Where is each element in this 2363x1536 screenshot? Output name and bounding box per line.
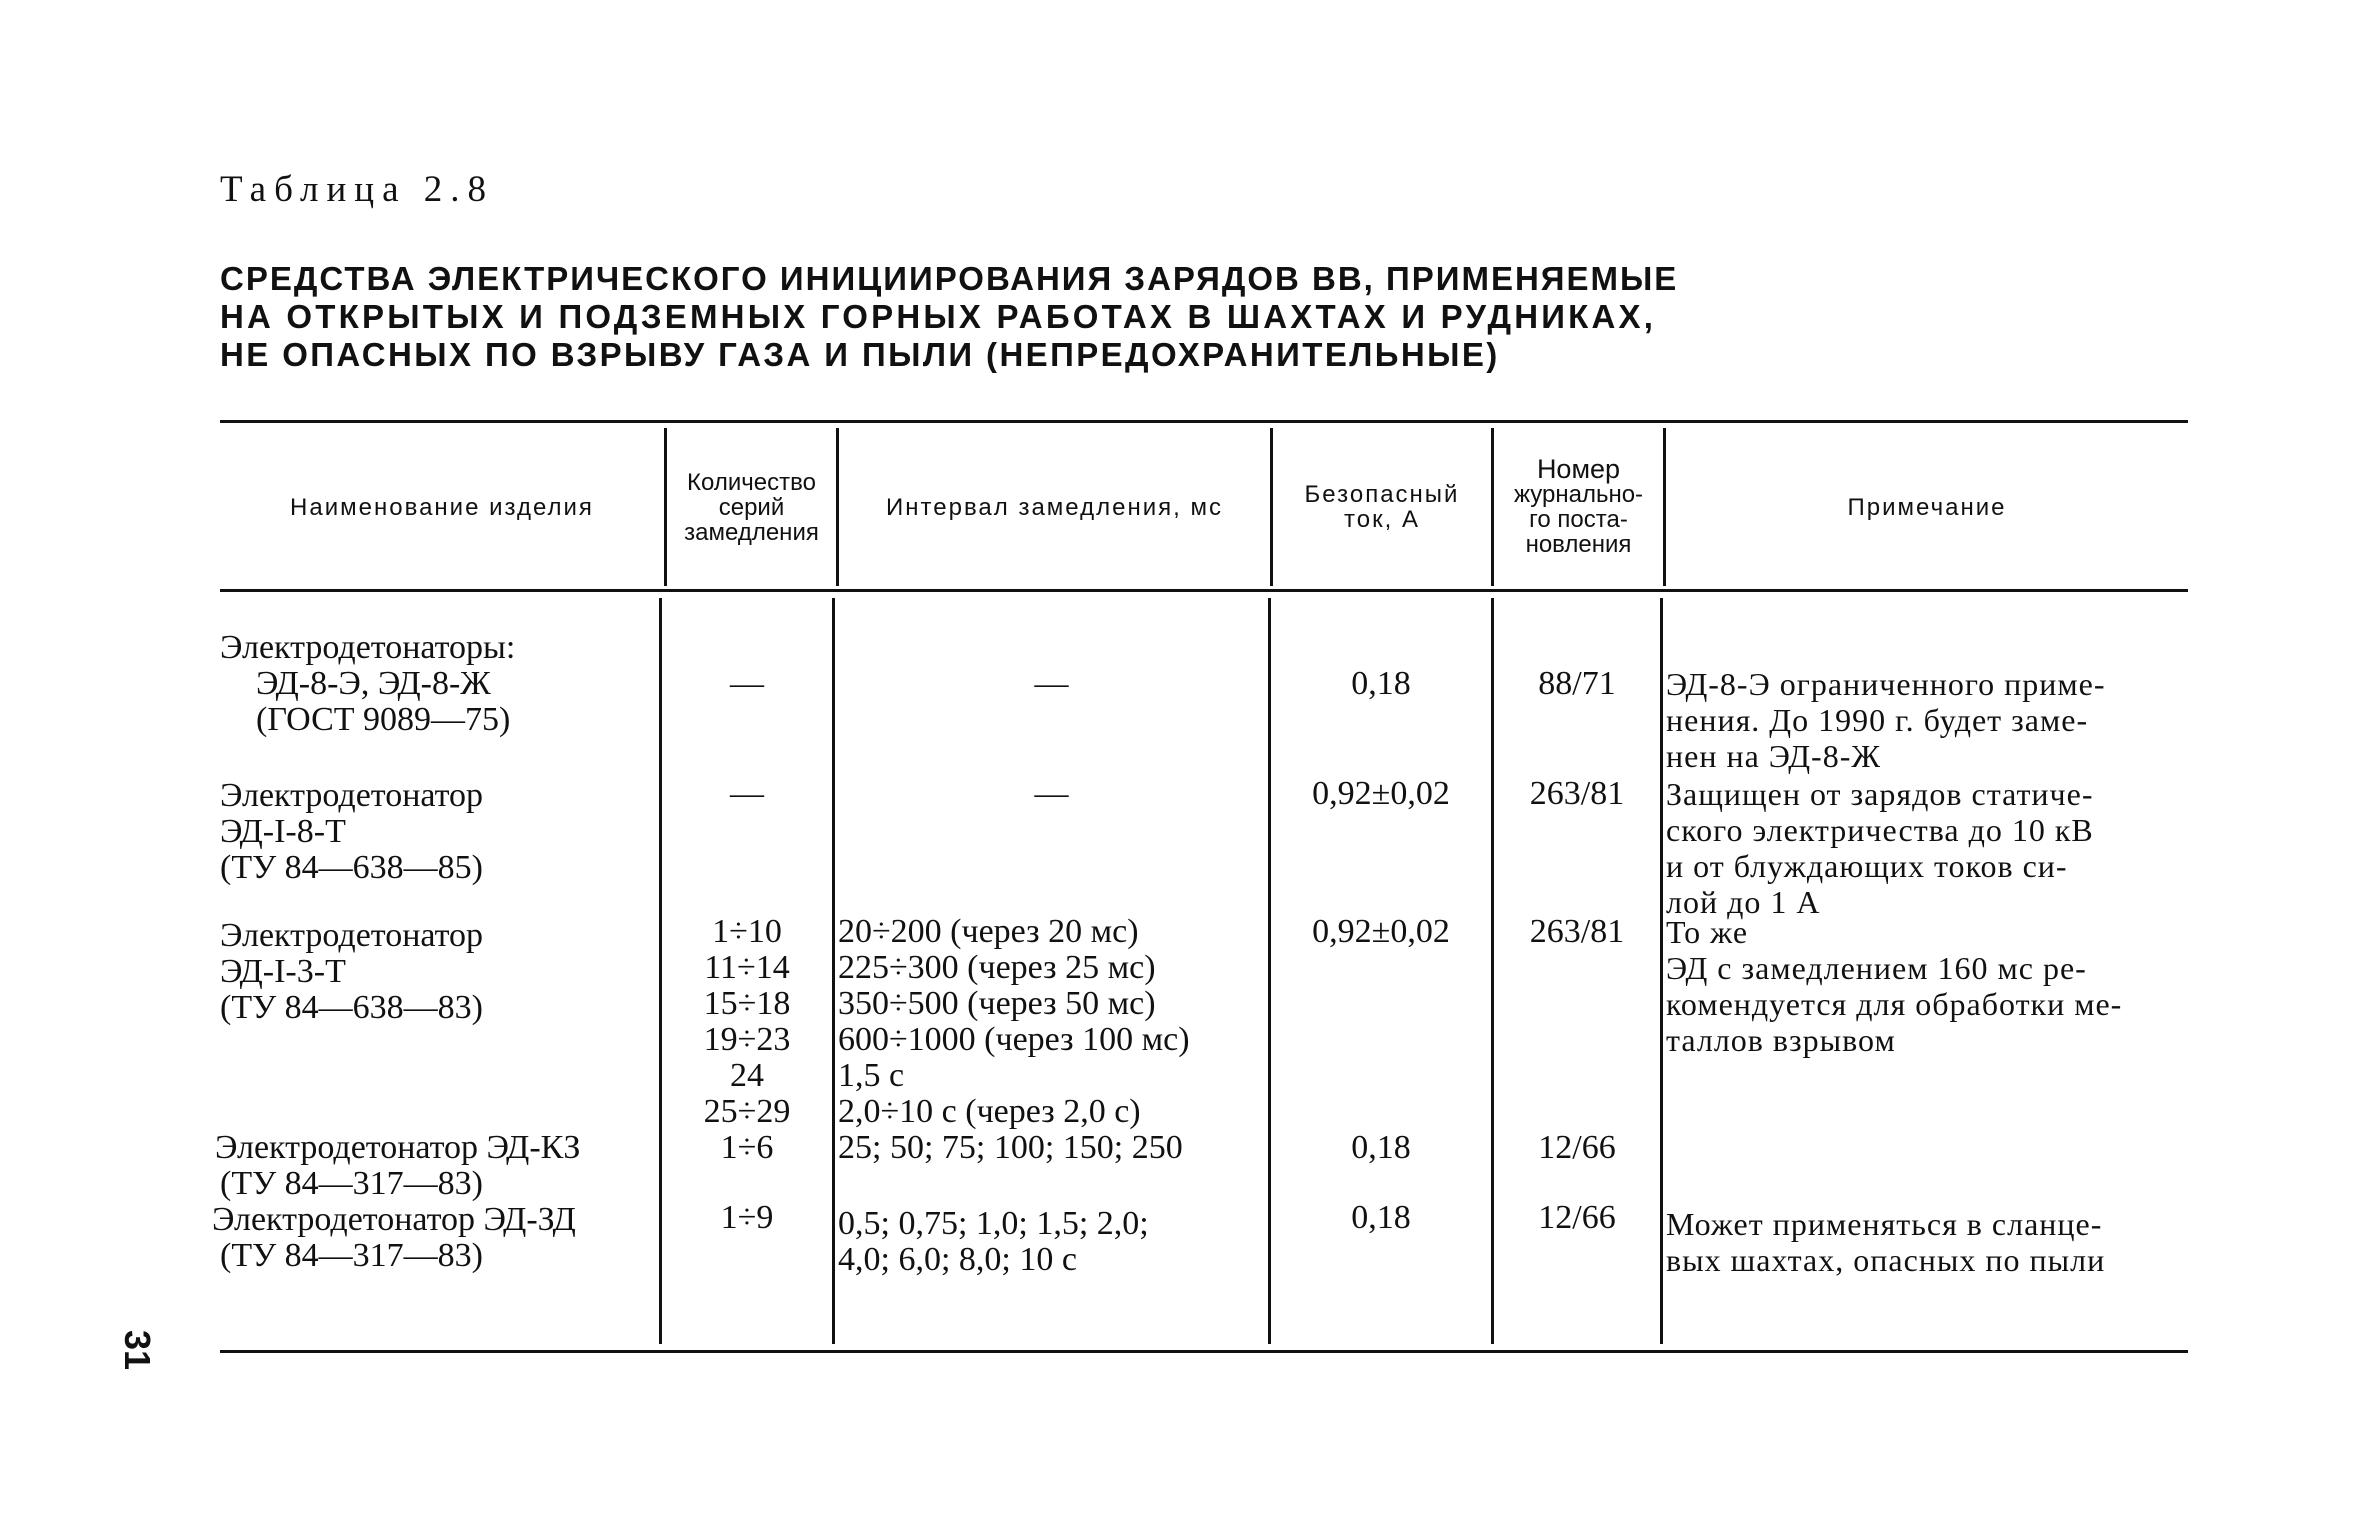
header-bottom-rule [220,589,2188,592]
row2-note [1666,776,2200,920]
row3-interval-line: 20÷200 (через 20 мс) [838,913,1139,950]
row5-series [662,1200,832,1236]
row4-name [215,1130,580,1202]
row3-note-line: комендуется для обработки ме- [1666,986,2123,1022]
row5-name-line: Электродетонатор ЭД-ЗД [212,1201,576,1238]
row5-series-line: 1÷9 [720,1199,774,1236]
header-series [667,428,836,586]
header-series-line: замедления [684,518,819,546]
row3-interval-line: 225÷300 (через 25 мс) [838,949,1156,986]
row5-interval [838,1206,1268,1278]
title-line: СРЕДСТВА ЭЛЕКТРИЧЕСКОГО ИНИЦИИРОВАНИЯ ЗАРЯДОВ ВВ, ПРИМЕНЯЕМЫЕ [220,260,1679,297]
row2-name [220,778,483,886]
col-divider [832,598,835,1344]
row3-series-line: 1÷10 [712,913,782,950]
header-journal-line: новления [1525,531,1632,558]
row2-series [662,776,832,812]
row5-interval-line: 4,0; 6,0; 8,0; 10 с [838,1241,1077,1278]
row2-note-line: и от блуждающих токов си- [1666,848,2068,884]
row1-name [220,630,515,738]
row1-note-line: нения. До 1990 г. будет заме- [1666,702,2089,738]
row4-current: 0,18 [1351,1129,1411,1166]
row2-note-line: лой до 1 А [1666,884,1821,920]
header-interval-label: Интервал замедления, мс [886,493,1223,521]
row5-current: 0,18 [1351,1199,1411,1236]
row4-interval-line: 25; 50; 75; 100; 150; 250 [838,1129,1183,1166]
header-series-line: Количество [687,468,816,496]
row3-series-line: 24 [730,1057,764,1094]
row3-interval-line: 2,0÷10 с (через 2,0 с) [838,1093,1141,1130]
row2-note-line: Защищен от зарядов статиче- [1666,776,2094,812]
header-journal-line: го поста- [1529,506,1628,533]
page-number: 31 [117,1330,158,1371]
row1-interval [835,666,1268,702]
row4-interval [838,1130,1268,1166]
row5-journal: 12/66 [1538,1199,1616,1236]
row3-journal: 263/81 [1529,913,1625,950]
row1-interval-line: — [1034,665,1069,702]
header-safe-current-line: ток, А [1344,506,1420,533]
row4-name-line: (ТУ 84—317—83) [220,1165,483,1202]
row5-note-line: Может применяться в сланце- [1666,1206,2103,1242]
title-line: НА ОТКРЫТЫХ И ПОДЗЕМНЫХ ГОРНЫХ РАБОТАХ В ШАХТАХ И РУДНИКАХ, [220,298,1657,335]
row3-series [662,914,832,1130]
row3-interval-line: 600÷1000 (через 100 мс) [838,1021,1190,1058]
row5-note [1666,1206,2200,1278]
col-divider [1660,598,1663,1344]
row3-note-line: таллов взрывом [1666,1022,1896,1058]
table-bottom-rule [220,1350,2188,1353]
row2-series-line: — [730,775,764,812]
row4-journal: 12/66 [1538,1129,1616,1166]
row3-name-line: Электродетонатор [220,917,484,954]
header-series-line: серий [718,493,785,521]
row1-name-line: Электродетонаторы: [220,629,516,666]
row2-name-line: (ТУ 84—638—85) [220,849,483,886]
header-interval [839,428,1270,586]
header-note [1666,428,2188,586]
row5-note-line: вых шахтах, опасных по пыли [1666,1242,2106,1278]
table-top-rule [220,420,2188,423]
title-line: НЕ ОПАСНЫХ ПО ВЗРЫВУ ГАЗА И ПЫЛИ (НЕПРЕДОХРАНИТЕЛЬНЫЕ) [220,336,1500,373]
row5-name-line: (ТУ 84—317—83) [220,1237,483,1274]
row4-series [662,1130,832,1166]
header-safe-current-line: Безопасный [1304,481,1460,508]
row3-interval [838,914,1268,1130]
row3-current: 0,92±0,02 [1312,913,1450,950]
row1-series [662,666,832,702]
header-journal-line: Номер [1536,454,1621,484]
row3-series-line: 15÷18 [703,985,791,1022]
row1-note [1666,666,2200,774]
row2-name-line: Электродетонатор [220,777,484,814]
row5-interval-line: 0,5; 0,75; 1,0; 1,5; 2,0; [838,1205,1149,1242]
row2-name-line: ЭД-I-8-Т [220,813,346,850]
row1-note-line: нен на ЭД-8-Ж [1666,738,1882,774]
row1-series-line: — [730,665,764,702]
header-name-label: Наименование изделия [290,493,594,521]
row3-series-line: 11÷14 [704,949,790,986]
row3-series-line: 25÷29 [703,1093,791,1130]
row4-series-line: 1÷6 [720,1129,774,1166]
row1-note-text: ЭД-8-Э ограниченного приме- [1666,666,2106,702]
row4-name-line: Электродетонатор ЭД-КЗ [215,1129,581,1166]
row2-note-line: ского электричества до 10 кВ [1666,812,2094,848]
row2-current: 0,92±0,02 [1312,775,1450,812]
row1-name-line: (ГОСТ 9089—75) [256,701,511,738]
row1-name-line: ЭД-8-Э, ЭД-8-Ж [256,665,491,702]
row3-interval-line: 350÷500 (через 50 мс) [838,985,1156,1022]
row3-name-line: (ТУ 84—638—83) [220,989,483,1026]
header-name [220,428,664,586]
row1-note-line [1666,666,2200,702]
table-title [220,260,1780,374]
row2-interval-line: — [1034,775,1069,812]
row2-journal: 263/81 [1529,775,1625,812]
row2-interval [835,776,1268,812]
row1-journal: 88/71 [1538,665,1616,702]
row1-current: 0,18 [1351,665,1411,702]
row3-name [220,918,483,1026]
header-safe-current [1273,428,1491,586]
header-note-label: Примечание [1847,493,2007,521]
header-journal [1494,428,1663,586]
row5-name [212,1202,576,1274]
row3-series-line: 19÷23 [703,1021,791,1058]
row3-name-line: ЭД-I-3-Т [220,953,346,990]
row3-note-line: ЭД с замедлением 160 мс ре- [1666,950,2087,986]
row3-note [1666,914,2200,1058]
header-journal-line: журнально- [1513,481,1644,508]
row3-interval-line: 1,5 с [838,1057,905,1094]
row3-note-line: То же [1666,914,1749,950]
table-caption: Таблица 2.8 [220,169,494,210]
